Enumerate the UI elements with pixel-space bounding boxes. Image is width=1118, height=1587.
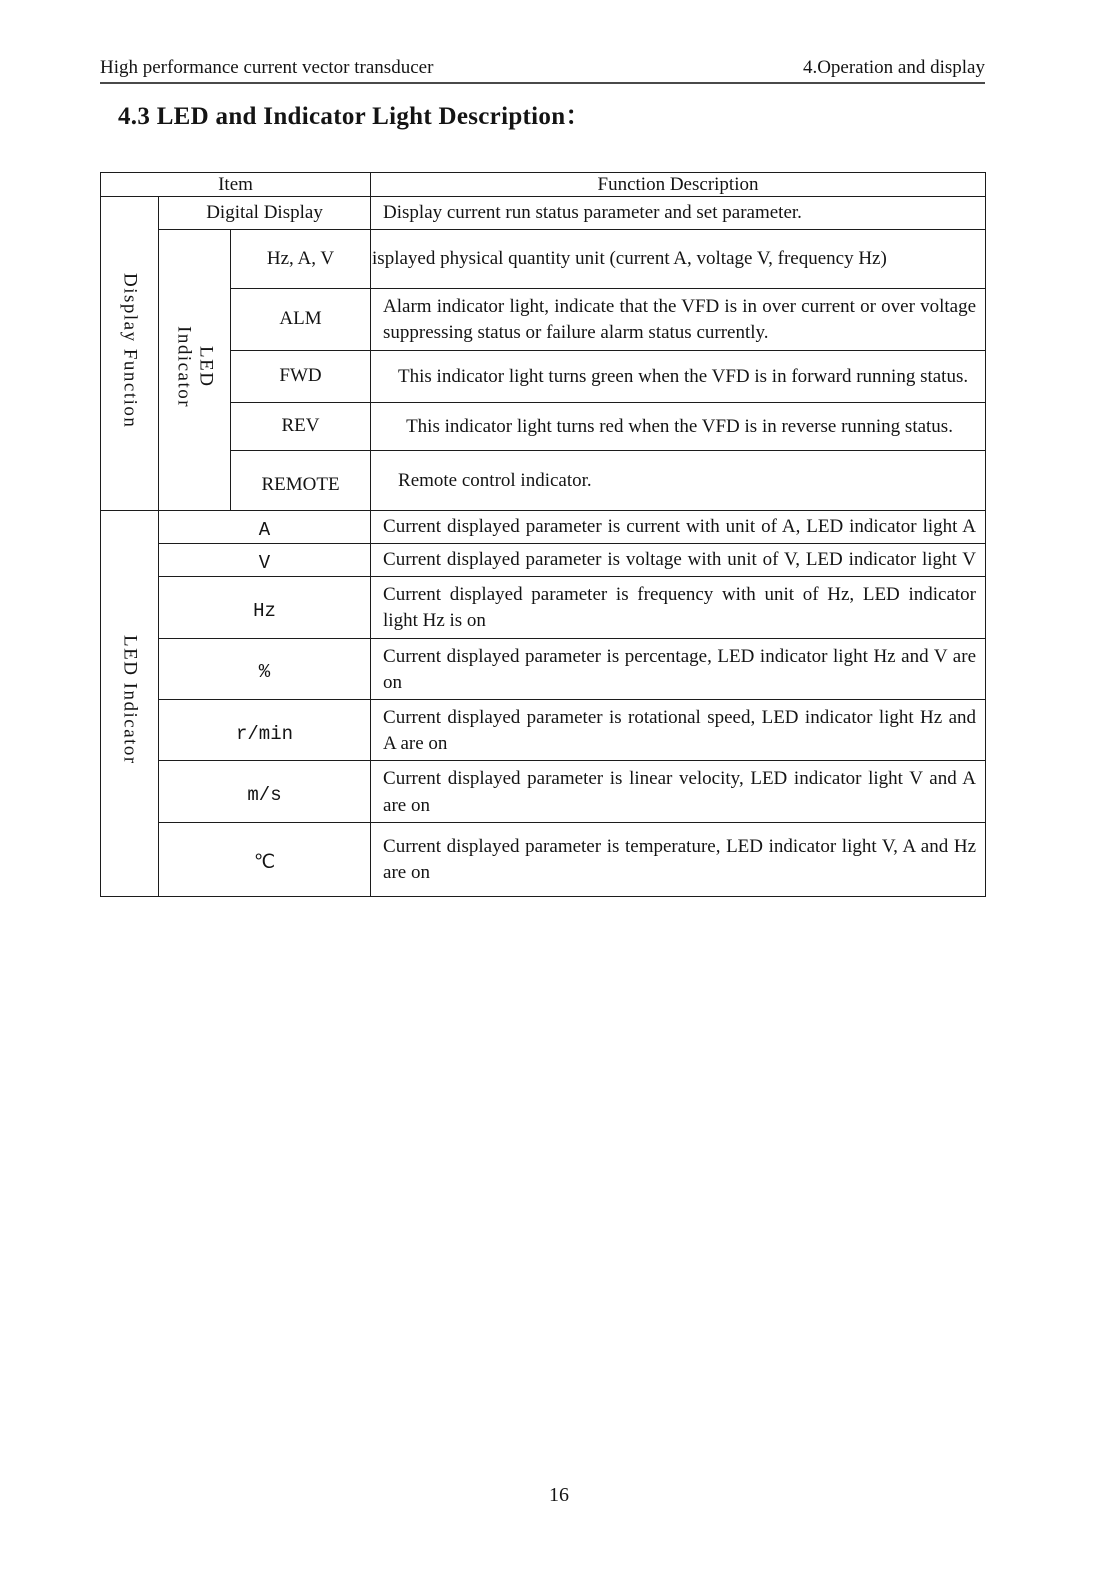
led-group-line1: LED bbox=[195, 346, 217, 388]
label-unit-ms: m/s bbox=[159, 761, 371, 822]
label-hz-a-v: Hz, A, V bbox=[231, 230, 371, 289]
row-unit-v bbox=[101, 543, 986, 576]
header-left-text: High performance current vector transducer bbox=[100, 57, 434, 78]
desc-unit-ms: Current displayed parameter is linear velocity, LED indicator light V and A are on bbox=[371, 761, 986, 822]
digital-display-label: Digital Display bbox=[159, 197, 371, 230]
row-remote bbox=[101, 450, 986, 510]
row-unit-a bbox=[101, 510, 986, 543]
label-remote: REMOTE bbox=[231, 450, 371, 510]
section-title: 4.3 LED and Indicator Light Description： bbox=[118, 103, 591, 130]
row-rev bbox=[101, 402, 986, 450]
row-hz-a-v bbox=[101, 230, 986, 289]
desc-hz-a-v: isplayed physical quantity unit (current A, voltage V, frequency Hz) bbox=[371, 230, 986, 289]
row-fwd bbox=[101, 350, 986, 402]
row-unit-hz bbox=[101, 577, 986, 638]
desc-unit-percent: Current displayed parameter is percentage, LED indicator light Hz and V are on bbox=[371, 638, 986, 699]
led-indicator-table bbox=[100, 172, 986, 897]
label-unit-v: V bbox=[159, 543, 371, 576]
group-cell-led-indicator-sub bbox=[159, 230, 231, 510]
row-alm bbox=[101, 289, 986, 350]
led-indicator-vertical-label: LED Indicator bbox=[119, 635, 141, 766]
row-digital-display bbox=[101, 197, 986, 230]
label-rev: REV bbox=[231, 402, 371, 450]
label-unit-hz: Hz bbox=[159, 577, 371, 638]
row-unit-percent bbox=[101, 638, 986, 699]
page-number: 16 bbox=[549, 1484, 569, 1506]
row-unit-celsius bbox=[101, 822, 986, 896]
desc-rev: This indicator light turns red when the VFD is in reverse running status. bbox=[371, 402, 986, 450]
desc-unit-a: Current displayed parameter is current with unit of A, LED indicator light A bbox=[371, 510, 986, 543]
row-unit-ms bbox=[101, 761, 986, 822]
column-header-item: Item bbox=[101, 173, 371, 197]
desc-fwd: This indicator light turns green when the VFD is in forward running status. bbox=[371, 350, 986, 402]
desc-unit-hz: Current displayed parameter is frequency with unit of Hz, LED indicator light Hz is on bbox=[371, 577, 986, 638]
led-group-vertical-label bbox=[173, 326, 217, 408]
label-unit-celsius: ℃ bbox=[159, 822, 371, 896]
label-fwd: FWD bbox=[231, 350, 371, 402]
desc-unit-rmin: Current displayed parameter is rotational speed, LED indicator light Hz and A are on bbox=[371, 699, 986, 760]
page-header bbox=[100, 57, 985, 84]
label-unit-a: A bbox=[159, 510, 371, 543]
header-right-text: 4.Operation and display bbox=[802, 57, 985, 78]
desc-alm: Alarm indicator light, indicate that the VFD is in over current or over voltage suppressing status or failure alarm status currently. bbox=[371, 289, 986, 350]
group-cell-display-function bbox=[101, 197, 159, 511]
digital-display-desc: Display current run status parameter and set parameter. bbox=[371, 197, 986, 230]
desc-unit-celsius: Current displayed parameter is temperature, LED indicator light V, A and Hz are on bbox=[371, 822, 986, 896]
led-group-line2: Indicator bbox=[173, 325, 195, 408]
desc-remote: Remote control indicator. bbox=[371, 450, 986, 510]
row-unit-rmin bbox=[101, 699, 986, 760]
table-header-row bbox=[101, 173, 986, 197]
display-function-vertical-label: Display Function bbox=[119, 272, 141, 429]
desc-unit-v: Current displayed parameter is voltage with unit of V, LED indicator light V bbox=[371, 543, 986, 576]
label-alm: ALM bbox=[231, 289, 371, 350]
label-unit-rmin: r/min bbox=[159, 699, 371, 760]
group-cell-led-indicator bbox=[101, 510, 159, 896]
label-unit-percent: % bbox=[159, 638, 371, 699]
column-header-function-description: Function Description bbox=[371, 173, 986, 197]
